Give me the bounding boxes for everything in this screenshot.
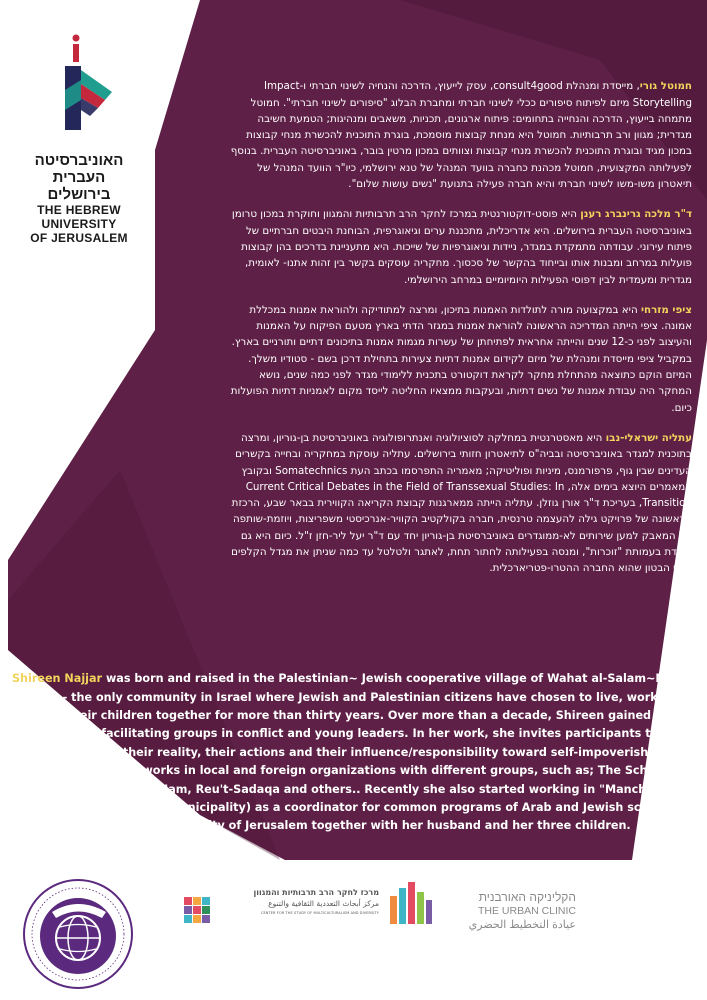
urban-clinic-icon	[388, 882, 434, 926]
hu-name-en-3: OF JERUSALEM	[30, 231, 128, 245]
english-bio-name: Shireen Najjar	[12, 672, 103, 686]
hu-name-he-1: האוניברסיטה	[34, 152, 124, 169]
bio-text: , מייסדת ומנהלת consult4good, עסק לייעוץ, הדרכה והנחיה לשינוי חברתי ו-Impact Storytelling מיזם לפיתוח סיפורים ככלי לשינוי חברתי ומחברת הבלוג "סיפורים לשינוי חברתי". חמוטל מתמחה בייעוץ, הדרכה והנחייה בתחומים: פיתוח ארגונים, תכניות, משאבים ומנהיגות; הטמעת חשיבה מגדרית; מגוון ורב תרבותיות. חמוטל היא מנחת קבוצות מוסמכת, בוגרת התוכנית להכשרת מנחי קבוצות במכון מגיד ובוגרת התוכנית להכשרת מנחי קבוצות וצוותים במכון מרטין בובר, באוניברסיטה העברית. בנוסף לפעילותה המקצועית, חמוטל מכהנת כחברה בוועד המנהל של טנא ירושלמי, כיו"ר הוועד המנהל של תיאטרון משו-משו לשינוי חברתי והיא חברה פעילה בתנועת "נשים עושות שלום".	[230, 80, 692, 191]
mcs-name-he: מרכז לחקר הרב תרבותיות והמגוון	[253, 888, 379, 897]
mcs-name-en: CENTER FOR THE STUDY OF MULTICULTURALISM AND DIVERSITY	[260, 911, 379, 915]
bio-paragraph	[228, 302, 692, 416]
hu-name-en-2: UNIVERSITY	[41, 217, 117, 231]
bio-paragraph	[228, 206, 692, 287]
bio-name: ציפי מזרחי	[640, 303, 692, 316]
hebrew-university-name	[14, 152, 144, 245]
bio-name: ד"ר מלכה גרינברג רענן	[580, 208, 692, 221]
english-bio-paragraph	[12, 670, 700, 836]
hu-name-he-3: בירושלים	[47, 186, 111, 203]
bio-name: עתליה ישראלי-נבו	[605, 431, 692, 444]
circular-seal-logo	[22, 878, 134, 990]
bio-paragraph	[228, 78, 692, 192]
urban-clinic-he: הקליניקה האורבנית	[478, 890, 576, 904]
mcs-name-ar: مركز أبحاث التعددية الثقافية والتنوع	[268, 899, 379, 908]
hebrew-university-logo	[50, 30, 120, 140]
bio-text: היא במקצועה מורה לתולדות האמנות בתיכון, ומרצה למתודיקה ולהוראת אמנות במכללת אמונה. ציפי הייתה המדריכה הראשונה להוראת אמנות במגזר הדתי בארץ מטעם הפיקוח על האמנות והעיצוב לפני כ-12 שנים והייתה אחראית לפתיחתן של עשרות מגמות אמנות בתיכונים דתיים ותורניים בארץ. במקביל ציפי מייסדת ומנהלת של מיזם לקידום אמנות דתיות צעירות בתחילת דרכן בשם - סטודיו משלך. המיזם הוקם כתוצאה מהתחלת מחקר לקראת דוקטורט בתכנית ללימודי מגדר לפני כמה שנים, נושא המחקר היה עבודת אמנות של נשים דתיות, ובעקבות ממצאיו החליטה לייסד מקום לאמניות דתיות הפועלות כיום.	[230, 303, 692, 414]
hu-name-he-2: העברית	[52, 169, 106, 186]
mcs-logo-icon	[184, 897, 210, 923]
bio-text: היא מאסטרנטית במחלקה לסוציולוגיה ואנתרופולוגיה באוניברסיטת בן-גוריון, ומרצה בתוכנית למגדר באוניברסיטה ובביה"ס לתיאטרון חזותי בירושלים. עתליה עוסקת במחקריה ובחייה בקשרים העדינים שבין גוף, פרפורמנס, מיניות ופוליטיקה; מאמריה התפרסמו בכתב העת Somatechnics ובקובץ המאמרים היוצא בימים אלה, Current Critical Debates in the Field of Transsexual Studies: In Transition, בעריכת ד"ר אורן גוזלן. עתליה הייתה ממארגנות קבוצת הקריאה הקווירית בבאר שבע, הרכזת הראשונה של פרויקט גילה להעצמה טרנסית, חברה בקולקטיב הקוויר-אנרכיסטי משפריצות, ויוזמת-שותפה של המאבק למען שירותים לא-ממוגדרים באוניברסיטת בן-גוריון יחד עם ד"ר יעל ליר-חזן ז"ל. כיום היא גם עובדת בעמותת "זוכרות", ומנסה בפעילותה לחתור תחת, לאתגר ולטלטל עד כמה שניתן את מגדל הקלפים עשוי הבטון שהוא החברה ההטרו-פטריארכלית.	[231, 431, 692, 575]
mcs-logo-text	[214, 887, 379, 918]
bio-name: חמוטל גורי	[639, 80, 692, 93]
hebrew-bios	[228, 68, 692, 591]
bio-paragraph	[228, 430, 692, 577]
hu-name-en-1: THE HEBREW	[37, 203, 121, 217]
english-bio-text: was born and raised in the Palestinian~ Jewish cooperative village of Wahat al-Salam~Neve Shalom - the only community in Israel where Jewish and Palestinian citizens have chosen to live, work and educate their children together for more than thirty years. Over more than a decade, Shireen gained a wide experience in facilitating groups in conflict and young leaders. In her work, she invites participants to try to face themselves, their reality, their actions and their influence/responsibility toward self-impoverishment and awareness. She works in local and foreign organizations with different groups, such as; The School for peace, Ipcri, Yes! Youth Jam, Reu't-Sadaqa and others.. Recently she also started working in "Manchi" (the educational sector in JM municipality) as a coordinator for common programs of Arab and Jewish schools. Currently, she lives in the old city of Jerusalem together with her husband and her three children.	[12, 672, 698, 833]
bio-text: היא פוסט-דוקטורנטית במרכז לחקר הרב תרבותיות והמגוון וחוקרת במכון טרומן באוניברסיטה העברית בירושלים. היא אדריכלית, מתכננת ערים וגיאוגרפית, הבוחנת היבטים חברתיים של פיתוח עירוני. עבודתה מתמקדת במגדר, ניידות וגיאוגרפיות של שייכות. היא מתעניינת בדרכים בהן קבוצות פועלות במרחב ומבנות אותו ובייחוד בהקשר של סכסוך. מחקריה עוסקים בקשר בין זהות אתנו- לאומית, מגדרית ומעמדית לבין דפוסי הפעילות היומיומיים במרחב הירושלמי.	[231, 208, 692, 286]
urban-clinic-ar: عيادة التخطيط الحضري	[468, 919, 576, 931]
urban-clinic-en: THE URBAN CLINIC	[477, 905, 576, 917]
urban-clinic-text	[436, 890, 576, 932]
